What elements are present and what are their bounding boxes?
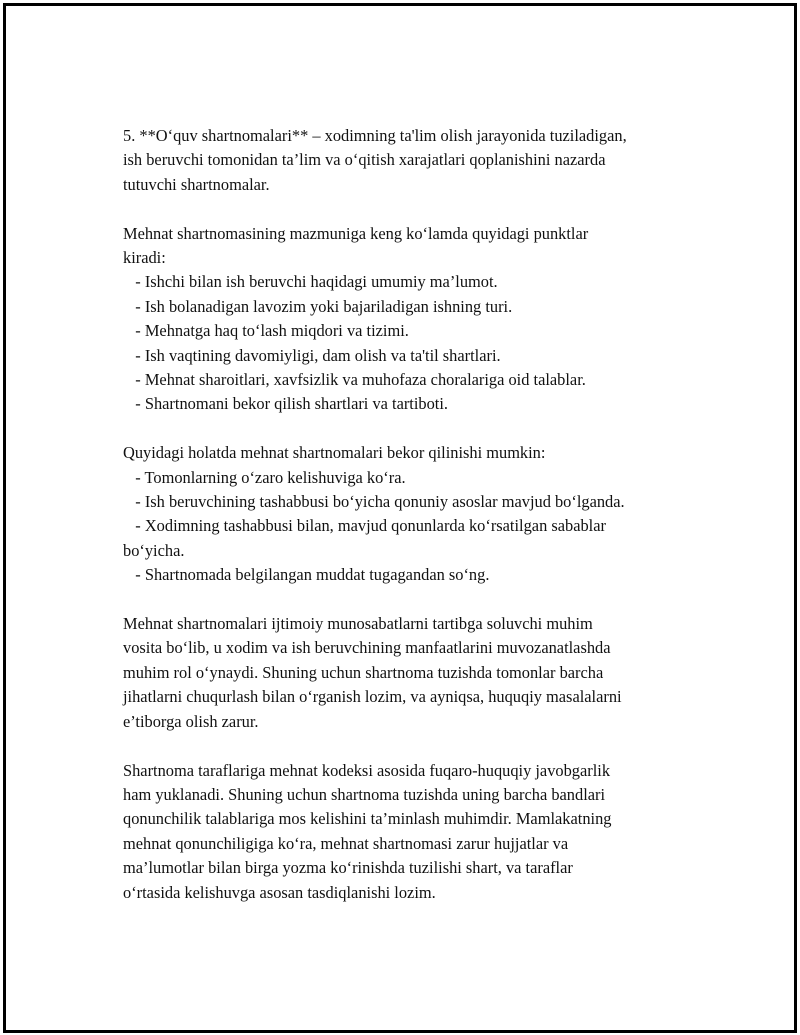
list-item: - Xodimning tashabbusi bilan, mavjud qonunlarda ko‘rsatilgan sabablar — [123, 516, 606, 536]
list-item: - Shartnomani bekor qilish shartlari va tartiboti. — [123, 394, 449, 414]
list-item: - Shartnomada belgilangan muddat tugagandan so‘ng. — [123, 565, 490, 585]
list-item: - Mehnat sharoitlari, xavfsizlik va muhofaza choralariga oid talablar. — [123, 370, 586, 390]
list-item: - Tomonlarning o‘zaro kelishuviga ko‘ra. — [123, 467, 406, 487]
list-item: - Ish bolanadigan lavozim yoki bajariladigan ishning turi. — [123, 296, 513, 316]
text-line: e’tiborga olish zarur. — [123, 711, 259, 731]
text-line: qonunchilik talablariga mos kelishini ta’minlash muhimdir. Mamlakatning — [123, 809, 612, 829]
text-line: 5. **O‘quv shartnomalari** – xodimning ta'lim olish jarayonida tuziladigan, — [123, 126, 627, 145]
text-line: ish beruvchi tomonidan ta’lim va o‘qitish xarajatlari qoplanishini nazarda — [123, 150, 606, 170]
text-line: Quyidagi holatda mehnat shartnomalari bekor qilinishi mumkin: — [123, 443, 546, 463]
page-frame — [3, 3, 797, 1033]
text-line: ham yuklanadi. Shuning uchun shartnoma tuzishda uning barcha bandlari — [123, 784, 606, 804]
text-line: vosita bo‘lib, u xodim va ish beruvchining manfaatlarini muvozanatlashda — [123, 638, 611, 658]
list-item: - Ish beruvchining tashabbusi bo‘yicha qonuniy asoslar mavjud bo‘lganda. — [123, 492, 625, 512]
text-line: muhim rol o‘ynaydi. Shuning uchun shartnoma tuzishda tomonlar barcha — [123, 662, 604, 682]
text-line: Mehnat shartnomalari ijtimoiy munosabatlarni tartibga soluvchi muhim — [123, 614, 593, 634]
document-body — [123, 124, 703, 929]
paragraph-social-role — [123, 612, 703, 734]
text-line: tutuvchi shartnomalar. — [123, 174, 270, 194]
text-line: kiradi: — [123, 248, 166, 268]
text-line: Mehnat shartnomasining mazmuniga keng ko‘lamda quyidagi punktlar — [123, 223, 589, 243]
paragraph-training-contracts — [123, 124, 703, 197]
text-line: jihatlarni chuqurlash bilan o‘rganish lozim, va ayniqsa, huquqiy masalalarni — [123, 687, 622, 707]
text-line: mehnat qonunchiligiga ko‘ra, mehnat shartnomasi zarur hujjatlar va — [123, 833, 569, 853]
paragraph-termination-cases — [123, 441, 703, 587]
text-line: bo‘yicha. — [123, 540, 185, 560]
list-item: - Mehnatga haq to‘lash miqdori va tizimi. — [123, 321, 409, 341]
paragraph-contract-contents — [123, 222, 703, 417]
text-line: o‘rtasida kelishuvga asosan tasdiqlanishi lozim. — [123, 882, 436, 902]
paragraph-legal-liability — [123, 759, 703, 905]
text-line: Shartnoma taraflariga mehnat kodeksi asosida fuqaro-huquqiy javobgarlik — [123, 760, 611, 780]
text-line: ma’lumotlar bilan birga yozma ko‘rinishda tuzilishi shart, va taraflar — [123, 858, 573, 878]
list-item: - Ishchi bilan ish beruvchi haqidagi umumiy ma’lumot. — [123, 272, 498, 292]
list-item: - Ish vaqtining davomiyligi, dam olish va ta'til shartlari. — [123, 345, 501, 365]
